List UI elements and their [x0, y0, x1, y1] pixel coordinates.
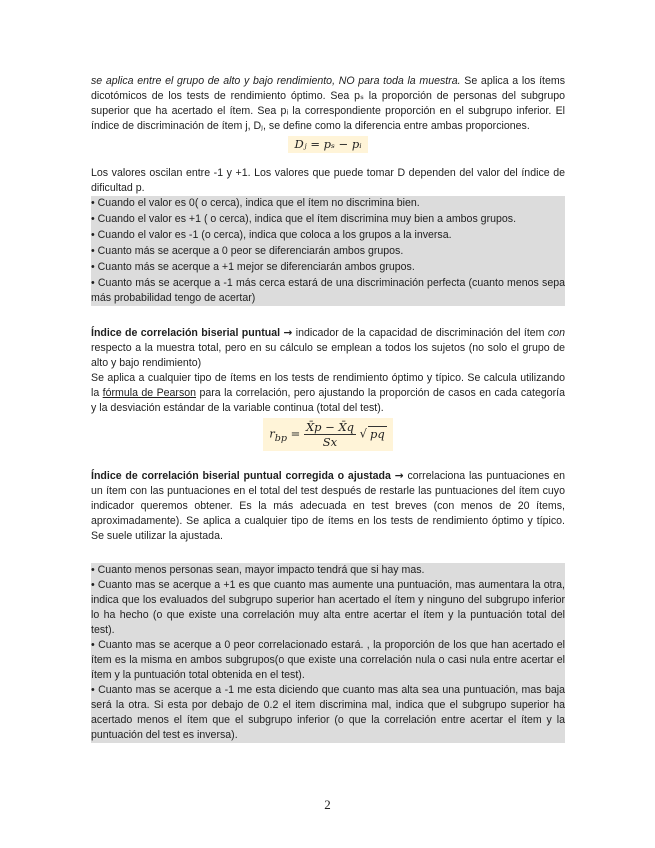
- arrow-icon: →: [283, 327, 293, 339]
- formula-discrimination-wrap: [91, 136, 565, 153]
- formula-lhs: r: [269, 426, 275, 441]
- formula-numerator: X̄p − X̄q: [305, 420, 355, 434]
- list-item: • Cuanto más se acerque a -1 más cerca estará de una discriminación perfecta (cuanto menos sepa más probabilidad tengo de acertar): [91, 277, 565, 304]
- formula-lhs-sub: bp: [274, 432, 288, 444]
- list-item: • Cuando el valor es 0( o cerca), indica que el ítem no discrimina bien.: [91, 196, 565, 211]
- list-item: • Cuando el valor es -1 (o cerca), indica que coloca a los grupos a la inversa.: [91, 228, 565, 243]
- list-item: • Cuanto menos personas sean, mayor impacto tendrá que si hay mas.: [91, 564, 425, 576]
- list-item: • Cuanto más se acerque a 0 peor se diferenciarán ambos grupos.: [91, 244, 565, 259]
- bullet-list-correlation: [91, 563, 565, 743]
- list-item: • Cuando el valor es +1 ( o cerca), indica que el ítem discrimina muy bien a ambos grupos.: [91, 212, 565, 227]
- formula-biserial-wrap: [91, 418, 565, 451]
- values-paragraph: Los valores oscilan entre -1 y +1. Los valores que puede tomar D dependen del valor del índice de dificultad p.: [91, 167, 565, 194]
- corrected-paragraph: [91, 469, 565, 544]
- list-item: • Cuanto mas se acerque a 0 peor correlacionado estará. , la proporción de los que han acertado el ítem es la misma en ambos subgrupos(o que existe una correlación nula o casi nula entre acertar el ítem y la puntuación total obtenida en el test).: [91, 639, 565, 681]
- intro-paragraph: [91, 74, 565, 134]
- pearson-link[interactable]: fórmula de Pearson: [102, 387, 197, 399]
- pearson-paragraph: [91, 371, 565, 416]
- corrected-heading: Índice de correlación biserial puntual corregida o ajustada: [91, 470, 391, 482]
- biserial-text-b: respecto a la muestra total, pero en su cálculo se emplean a todos los sujetos (no solo el grupo de alto y bajo rendimiento): [91, 342, 565, 369]
- pearson-text-a: Se aplica a cualquier tipo de ítems en los tests de rendimiento óptimo y típico. Se calcula utilizando la: [91, 372, 565, 399]
- intro-italic-text: se aplica entre el grupo de alto y bajo rendimiento, NO para toda la muestra.: [91, 75, 461, 87]
- list-item: • Cuanto más se acerque a +1 mejor se diferenciarán ambos grupos.: [91, 260, 565, 275]
- page-number: 2: [324, 797, 331, 812]
- formula-fraction: [304, 420, 356, 449]
- pearson-text-b: para la correlación, pero ajustando la proporción de casos en cada categoría y la desviación estándar de la variable continua (total del test).: [91, 387, 565, 414]
- biserial-con: con: [547, 327, 565, 339]
- formula-sqrt: pq: [370, 426, 385, 441]
- formula-denominator: Sx: [322, 435, 338, 449]
- formula-biserial: $r_{bp}$ = $\frac{X̄p - X̄q}{Sx}$ √ pq: [263, 418, 392, 451]
- list-item: • Cuanto mas se acerque a +1 es que cuanto mas aumente una puntuación, mas aumentara la otra, indica que los evaluados del subgrupo superior han acertado el ítem y ninguno del subgrupo inferior lo ha hecho (o que existe una correlación muy alta entre acertar el ítem y la puntuación total del test).: [91, 579, 565, 636]
- formula-discrimination: Dⱼ = pₛ − pᵢ: [288, 136, 367, 153]
- biserial-heading: Índice de correlación biserial puntual: [91, 327, 281, 339]
- biserial-text-a: indicador de la capacidad de discriminación del ítem: [292, 327, 548, 339]
- biserial-paragraph: [91, 326, 565, 371]
- list-item: • Cuanto mas se acerque a -1 me esta diciendo que cuanto mas alta sea una puntuación, mas baja será la otra. Si esta por debajo de 0.2 el item discrimina mal, indica que el subgrupo superior ha acertado menos el ítem que el subgrupo inferior (o que la correlación entre acertar el ítem y la puntuación del test es inversa).: [91, 684, 565, 741]
- intro-text: Se aplica a los ítems dicotómicos de los tests de rendimiento óptimo. Sea pₛ la proporción de personas del subgrupo superior que ha acertado el ítem. Sea pᵢ la correspondiente proporción en el subgrupo inferior. El índice de discriminación de ítem j, Dⱼ, se define como la diferencia entre ambas proporciones.: [91, 75, 566, 132]
- arrow-icon: →: [394, 470, 404, 482]
- bullet-list-discrimination: [91, 196, 565, 306]
- corrected-text: correlaciona las puntuaciones en un ítem con las puntuaciones en el total del test después de restarle las puntuaciones del ítem cuyo indicador queremos obtener. Es la más adecuada en test breves (con menos de 20 ítems, aproximadamente). Se aplica a cualquier tipo de ítems en los tests de rendimiento óptimo y típico. Se suele utilizar la ajustada.: [91, 470, 565, 542]
- page-content: [91, 74, 565, 743]
